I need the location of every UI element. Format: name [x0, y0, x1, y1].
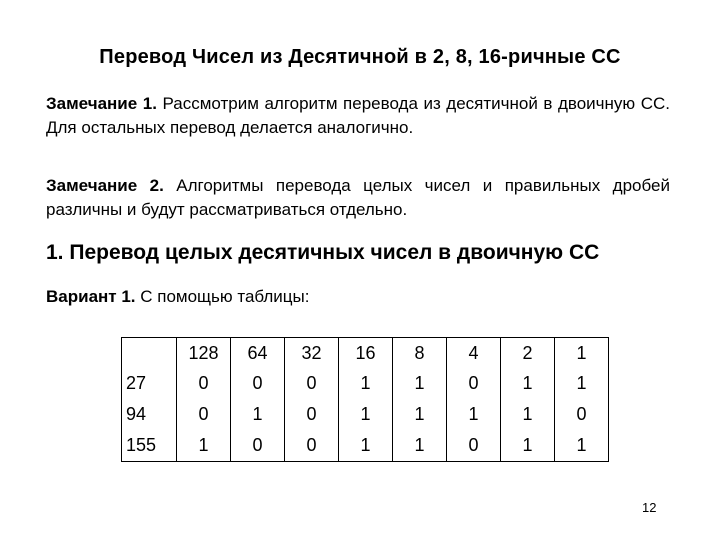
- bit-cell: 1: [393, 430, 447, 462]
- bit-cell: 1: [555, 368, 609, 399]
- slide-title: Перевод Чисел из Десятичной в 2, 8, 16-ричные СС: [99, 46, 621, 68]
- bit-cell: 1: [501, 368, 555, 399]
- header-corner-cell: [122, 338, 177, 369]
- bit-cell: 0: [285, 368, 339, 399]
- conversion-table: [121, 337, 609, 462]
- column-header: 2: [501, 338, 555, 369]
- table-row: [122, 430, 609, 462]
- column-header: 8: [393, 338, 447, 369]
- bit-cell: 1: [393, 399, 447, 430]
- note-1-text: Рассмотрим алгоритм перевода из десятичной в двоичную СС. Для остальных перевод делается аналогично.: [46, 94, 670, 137]
- note-2-label: Замечание 2.: [46, 176, 164, 195]
- column-header: 1: [555, 338, 609, 369]
- table-row: [122, 368, 609, 399]
- note-1-label: Замечание 1.: [46, 94, 157, 113]
- table-header-row: [122, 338, 609, 369]
- bit-cell: 1: [177, 430, 231, 462]
- bit-cell: 0: [447, 430, 501, 462]
- bit-cell: 0: [231, 368, 285, 399]
- bit-cell: 0: [177, 399, 231, 430]
- row-number: 94: [122, 399, 177, 430]
- bit-cell: 1: [339, 368, 393, 399]
- table-row: [122, 399, 609, 430]
- bit-cell: 0: [447, 368, 501, 399]
- column-header: 32: [285, 338, 339, 369]
- note-1: [46, 92, 670, 140]
- column-header: 16: [339, 338, 393, 369]
- bit-cell: 1: [501, 399, 555, 430]
- note-2-text: Алгоритмы перевода целых чисел и правильных дробей различны и будут рассматриваться отдельно.: [46, 176, 670, 219]
- column-header: 64: [231, 338, 285, 369]
- bit-cell: 1: [339, 399, 393, 430]
- bit-cell: 0: [177, 368, 231, 399]
- bit-cell: 1: [447, 399, 501, 430]
- bit-cell: 1: [501, 430, 555, 462]
- variant-line: [46, 287, 309, 307]
- row-number: 27: [122, 368, 177, 399]
- column-header: 128: [177, 338, 231, 369]
- column-header: 4: [447, 338, 501, 369]
- row-number: 155: [122, 430, 177, 462]
- page-number: 12: [642, 500, 657, 515]
- bit-cell: 0: [285, 430, 339, 462]
- bit-cell: 1: [339, 430, 393, 462]
- section-heading: 1. Перевод целых десятичных чисел в двоичную СС: [46, 241, 600, 264]
- bit-cell: 1: [555, 430, 609, 462]
- bit-cell: 0: [555, 399, 609, 430]
- bit-cell: 1: [231, 399, 285, 430]
- variant-text: С помощью таблицы:: [135, 287, 310, 306]
- bit-cell: 1: [393, 368, 447, 399]
- bit-cell: 0: [231, 430, 285, 462]
- note-2: [46, 174, 670, 222]
- bit-cell: 0: [285, 399, 339, 430]
- variant-label: Вариант 1.: [46, 287, 136, 306]
